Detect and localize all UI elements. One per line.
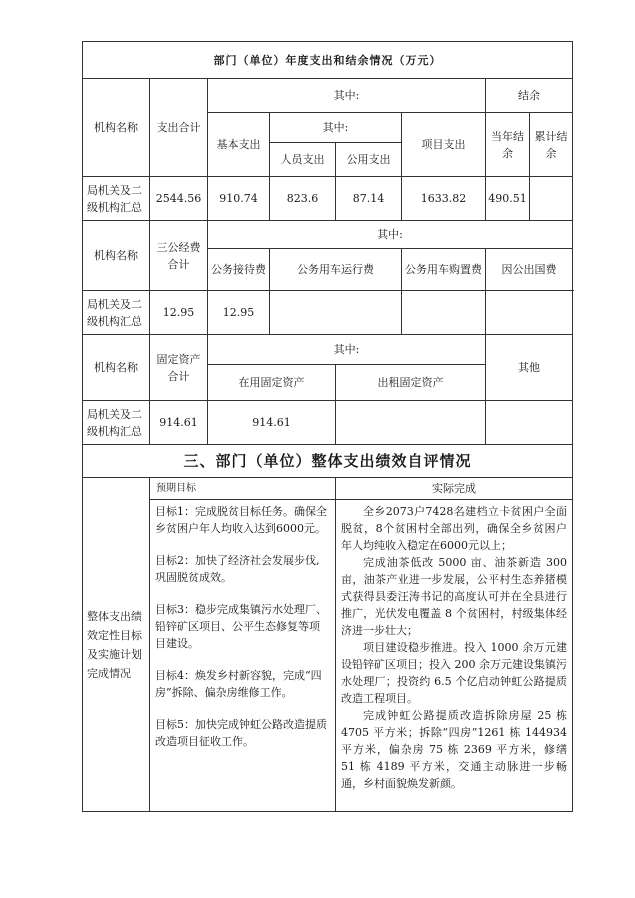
header-other: 其他 xyxy=(486,335,573,401)
performance-row-label: 整体支出绩效定性目标及实施计划完成情况 xyxy=(83,478,150,812)
section1-title: 部门（单位）年度支出和结余情况（万元） xyxy=(83,42,573,79)
header-among-2: 其中: xyxy=(208,221,573,249)
cell-fixed-assets-total: 914.61 xyxy=(150,401,208,445)
goal-item: 目标4：焕发乡村新容貌，完成“四房”拆除、偏杂房维修工作。 xyxy=(155,669,322,699)
actual-item: 项目建设稳步推进。投入 1000 余万元建设铅锌矿区项目；投入 200 余万元建设集镇污水处理厂；投资约 6.5 个亿启动钟虹公路提质改造工程项目。 xyxy=(341,641,567,705)
expenditure-table xyxy=(82,41,573,812)
header-vehicle-buy-fee: 公务用车购置费 xyxy=(402,249,486,291)
row-org-name-3: 局机关及二级机构汇总 xyxy=(83,401,150,445)
header-vehicle-run-fee: 公务用车运行费 xyxy=(270,249,402,291)
section4-title: 三、部门（单位）整体支出绩效自评情况 xyxy=(83,445,573,478)
actual-cell xyxy=(336,500,573,812)
header-org-name-3: 机构名称 xyxy=(83,335,150,401)
header-rented-assets: 出租固定资产 xyxy=(336,365,486,401)
header-org-name: 机构名称 xyxy=(83,79,150,177)
cell-current-balance: 490.51 xyxy=(486,177,530,221)
cell-total: 2544.56 xyxy=(150,177,208,221)
actual-item: 完成钟虹公路提质改造拆除房屋 25 栋 4705 平方米；拆除“四房”1261 栋 144934 平方米，偏杂房 75 栋 2369 平方米，修缮 51 栋 4189 平方米，交通主动脉进一步畅通，乡村面貌焕发新颜。 xyxy=(341,709,567,790)
header-balance: 结余 xyxy=(486,79,573,113)
cell-three-public-total: 12.95 xyxy=(150,291,208,335)
cell-cumulative-balance xyxy=(530,177,573,221)
header-reception-fee: 公务接待费 xyxy=(208,249,270,291)
header-total-expenditure: 支出合计 xyxy=(150,79,208,177)
header-org-name-2: 机构名称 xyxy=(83,221,150,291)
cell-reception-fee: 12.95 xyxy=(208,291,270,335)
cell-rented-assets xyxy=(336,401,486,445)
row-org-name-2: 局机关及二级机构汇总 xyxy=(83,291,150,335)
cell-public: 87.14 xyxy=(336,177,402,221)
goal-item: 目标5：加快完成钟虹公路改造提质改造项目征收工作。 xyxy=(155,718,327,748)
cell-in-use-assets: 914.61 xyxy=(208,401,336,445)
header-abroad-fee: 因公出国费 xyxy=(486,249,573,291)
cell-basic: 910.74 xyxy=(208,177,270,221)
header-among-3: 其中: xyxy=(208,335,486,365)
goal-item: 目标3：稳步完成集镇污水处理厂、铅锌矿区项目、公平生态修复等项目建设。 xyxy=(155,603,327,650)
cell-vehicle-run-fee xyxy=(270,291,402,335)
document-page xyxy=(82,41,572,812)
header-basic-expenditure: 基本支出 xyxy=(208,113,270,177)
goals-cell xyxy=(150,500,336,812)
header-personnel-expenditure: 人员支出 xyxy=(270,143,336,177)
cell-other xyxy=(486,401,573,445)
header-in-use-assets: 在用固定资产 xyxy=(208,365,336,401)
actual-item: 全乡2073户7428名建档立卡贫困户全面脱贫，8个贫困村全部出列，确保全乡贫困户年人均纯收入稳定在6000元以上； xyxy=(341,505,567,552)
header-public-expenditure: 公用支出 xyxy=(336,143,402,177)
header-among: 其中: xyxy=(208,79,486,113)
cell-personnel: 823.6 xyxy=(270,177,336,221)
header-fixed-assets-total: 固定资产合计 xyxy=(150,335,208,401)
header-among-basic: 其中: xyxy=(270,113,402,143)
header-actual-completion: 实际完成 xyxy=(336,478,573,500)
cell-vehicle-buy-fee xyxy=(402,291,486,335)
header-three-public-total: 三公经费合计 xyxy=(150,221,208,291)
row-org-name: 局机关及二级机构汇总 xyxy=(83,177,150,221)
header-cumulative-balance: 累计结余 xyxy=(530,113,573,177)
cell-abroad-fee xyxy=(486,291,573,335)
header-expected-goal: 预期目标 xyxy=(150,478,336,500)
actual-item: 完成油茶低改 5000 亩、油茶新造 300 亩，油茶产业进一步发展，公平村生态养猪模式获得县委汪涛书记的高度认可并在全县进行推广，光伏发电覆盖 8 个贫困村，村级集体经济进一步壮大； xyxy=(341,556,567,637)
header-current-balance: 当年结余 xyxy=(486,113,530,177)
goal-item: 目标1：完成脱贫目标任务。确保全乡贫困户年人均收入达到6000元。 xyxy=(155,505,327,535)
goal-item: 目标2：加快了经济社会发展步伐,巩固脱贫成效。 xyxy=(155,554,320,584)
header-project-expenditure: 项目支出 xyxy=(402,113,486,177)
cell-project: 1633.82 xyxy=(402,177,486,221)
